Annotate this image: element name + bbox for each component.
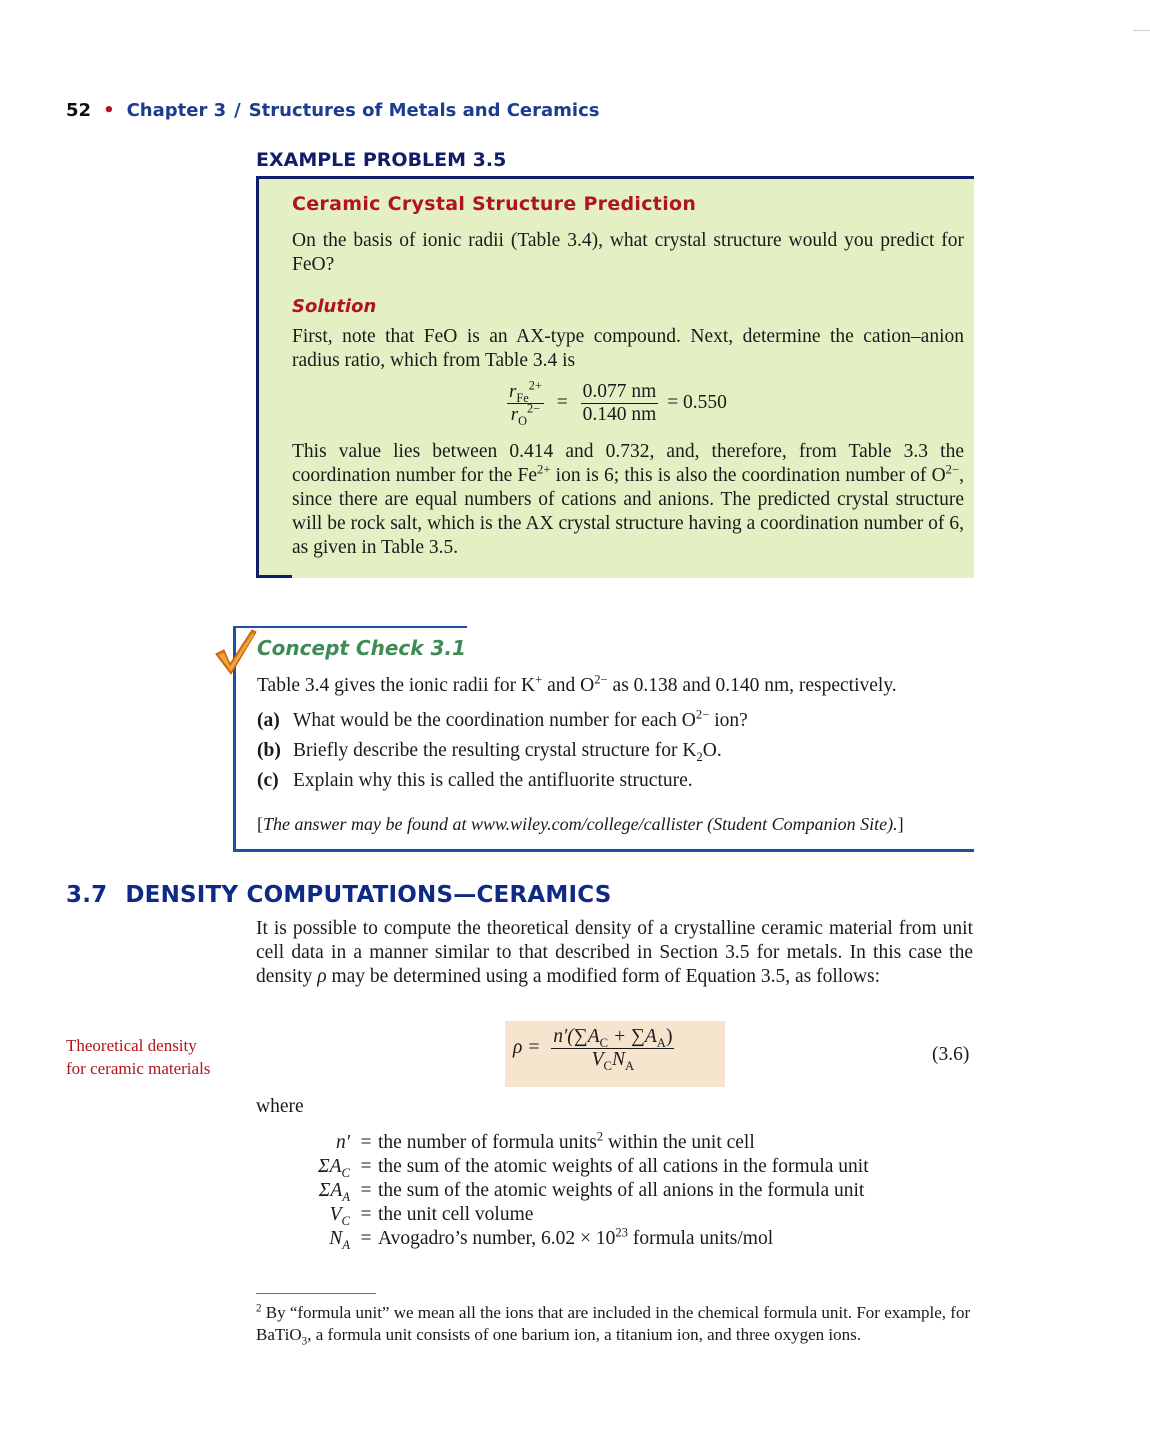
definition-row <box>290 1228 869 1252</box>
item-text-2: O. <box>702 740 722 761</box>
example-title: Ceramic Crystal Structure Prediction <box>292 193 697 215</box>
def-symbol-sub: A <box>342 1189 350 1204</box>
ratio-equals: = <box>556 391 568 413</box>
margin-note <box>66 1034 210 1080</box>
ratio-value-num: 0.077 nm <box>582 381 657 402</box>
answer-open: [ <box>257 814 263 834</box>
footnote-text-2: , a formula unit consists of one barium ion, a titanium ion, and three oxygen ions. <box>307 1325 862 1344</box>
concept-check-item-a <box>257 707 748 732</box>
solution-intro: First, note that FeO is an AX-type compound. Next, determine the cation–anion radius ratio, which from Table 3.4 is <box>292 326 964 371</box>
running-header <box>66 100 599 121</box>
def-symbol-sub: A <box>342 1237 350 1252</box>
definition-row <box>290 1180 869 1204</box>
density-equation <box>513 1026 674 1071</box>
item-text: Briefly describe the resulting crystal structure for K <box>293 740 697 761</box>
margin-note-line-1: Theoretical density <box>66 1036 197 1055</box>
conclusion-text-1: This value lies between 0.414 and 0.732, and, therefore, from Table 3.3 the coordination number for the Fe <box>292 441 964 486</box>
example-question: On the basis of ionic radii (Table 3.4), what crystal structure would you predict for FeO? <box>292 230 964 275</box>
cc-intro-sup-2: 2− <box>594 672 608 687</box>
def-text: the sum of the atomic weights of all anions in the formula unit <box>378 1180 865 1201</box>
definition-row <box>290 1156 869 1180</box>
checkmark-icon <box>210 628 258 676</box>
chapter-label: Chapter 3 <box>126 100 227 121</box>
eq-num-a: A <box>656 1035 666 1050</box>
where-label: where <box>256 1096 304 1117</box>
cc-intro-1: Table 3.4 gives the ionic radii for K <box>257 675 536 696</box>
answer-note <box>257 814 904 835</box>
item-text: What would be the coordination number for each O <box>293 710 696 731</box>
conclusion-text-2: ion is 6; this is also the coordination number of O <box>550 465 946 486</box>
concept-check-top-rule <box>233 626 467 628</box>
cc-intro-3: as 0.138 and 0.140 nm, respectively. <box>607 675 897 696</box>
item-text: Explain why this is called the antifluorite structure. <box>293 770 693 791</box>
def-equals: = <box>360 1132 372 1153</box>
def-text: the sum of the atomic weights of all cations in the formula unit <box>378 1156 869 1177</box>
conclusion-sup-2: 2− <box>945 462 960 477</box>
def-symbol: ΣA <box>318 1180 343 1201</box>
header-bullet: • <box>103 100 115 121</box>
concept-check-intro <box>257 672 897 697</box>
item-sup: 2− <box>695 707 710 722</box>
def-symbol-sub: C <box>341 1165 350 1180</box>
footnote-text-1: By “formula unit” we mean all the ions that are included in the chemical formula unit. For example, for BaTiO <box>256 1303 971 1344</box>
footnote-sub: 3 <box>301 1335 308 1348</box>
def-symbol: ΣA <box>318 1156 342 1177</box>
def-symbol: N <box>329 1228 343 1249</box>
item-text-2: ion? <box>709 710 748 731</box>
ratio-den-r: r <box>510 404 519 425</box>
conclusion-text-3: , since there are equal numbers of cations and anions. The predicted crystal structure will be rock salt, which is the AX crystal structure having a coordination number of 6, as given in Table 3.5. <box>292 465 964 558</box>
solution-conclusion <box>292 440 964 560</box>
def-text: Avogadro’s number, 6.02 × 10 <box>378 1228 616 1249</box>
answer-text: The answer may be found at www.wiley.com/college/callister (Student Companion Site). <box>263 814 898 834</box>
definition-row <box>290 1204 869 1228</box>
footnote-rule <box>256 1293 376 1294</box>
concept-check-item-b <box>257 740 722 762</box>
header-separator: / <box>234 100 241 121</box>
footnote-mark: 2 <box>256 1302 262 1315</box>
cc-intro-sup-1: + <box>535 672 543 687</box>
section-number: 3.7 <box>66 882 108 908</box>
footnote <box>256 1302 976 1346</box>
eq-den-v: V <box>591 1049 604 1070</box>
concept-check-item-c <box>257 770 693 792</box>
chapter-title: Structures of Metals and Ceramics <box>248 100 600 121</box>
rho-symbol: ρ <box>317 966 327 987</box>
ratio-result: = 0.550 <box>667 391 727 413</box>
def-equals: = <box>360 1180 372 1201</box>
ratio-num-sub: Fe <box>516 390 529 405</box>
eq-num-end: ) <box>665 1026 673 1047</box>
section-heading <box>66 882 612 908</box>
def-sup: 2 <box>596 1129 604 1144</box>
def-sup: 23 <box>615 1225 628 1240</box>
definitions-list <box>290 1129 869 1252</box>
def-text: the unit cell volume <box>378 1204 534 1225</box>
ratio-num-sup: 2+ <box>528 378 542 393</box>
margin-note-line-2: for ceramic materials <box>66 1059 211 1078</box>
example-box-bottom-rule <box>256 575 292 578</box>
def-text: the number of formula units <box>378 1132 597 1153</box>
radius-ratio-equation <box>507 378 727 428</box>
item-label: (b) <box>257 740 281 761</box>
eq-num-mid: + ∑A <box>608 1026 657 1047</box>
eq-den-c: C <box>603 1058 612 1073</box>
def-equals: = <box>360 1228 372 1249</box>
item-sub: 2 <box>696 749 703 764</box>
para-text-1: It is possible to compute the theoretical density of a crystalline ceramic material from unit cell data in a manner similar to that described in Section 3.5 for metals. In this case the density <box>256 918 973 987</box>
section-paragraph <box>256 917 973 989</box>
eq-den-n: N <box>611 1049 625 1070</box>
page-number: 52 <box>66 100 92 121</box>
def-symbol: n′ <box>335 1132 350 1153</box>
eq-den-a: A <box>624 1058 635 1073</box>
definition-row <box>290 1132 869 1156</box>
ratio-num-r: r <box>509 381 517 402</box>
example-label: EXAMPLE PROBLEM 3.5 <box>256 149 507 171</box>
eq-num-c: C <box>599 1035 609 1050</box>
ratio-den-sub: O <box>518 413 528 428</box>
corner-mark <box>1133 30 1150 31</box>
ratio-value-den: 0.140 nm <box>582 404 657 425</box>
eq-num: n′(∑A <box>553 1026 600 1047</box>
cc-intro-2: and O <box>542 675 595 696</box>
concept-check-title: Concept Check 3.1 <box>257 636 466 660</box>
def-equals: = <box>360 1156 372 1177</box>
def-text-2: within the unit cell <box>603 1132 755 1153</box>
ratio-den-sup: 2− <box>527 401 541 416</box>
def-symbol: V <box>329 1204 342 1225</box>
def-text-2: formula units/mol <box>627 1228 774 1249</box>
equation-number: (3.6) <box>932 1044 970 1065</box>
def-equals: = <box>360 1204 372 1225</box>
para-text-2: may be determined using a modified form of Equation 3.5, as follows: <box>326 966 881 987</box>
item-label: (c) <box>257 770 279 791</box>
section-title: DENSITY COMPUTATIONS—CERAMICS <box>125 882 612 908</box>
item-label: (a) <box>257 710 280 731</box>
solution-label: Solution <box>292 296 377 317</box>
eq-lhs: ρ = <box>513 1036 541 1058</box>
example-box-top-rule <box>256 176 974 179</box>
conclusion-sup-1: 2+ <box>537 462 551 477</box>
answer-close: ] <box>897 814 904 834</box>
def-symbol-sub: C <box>341 1213 350 1228</box>
